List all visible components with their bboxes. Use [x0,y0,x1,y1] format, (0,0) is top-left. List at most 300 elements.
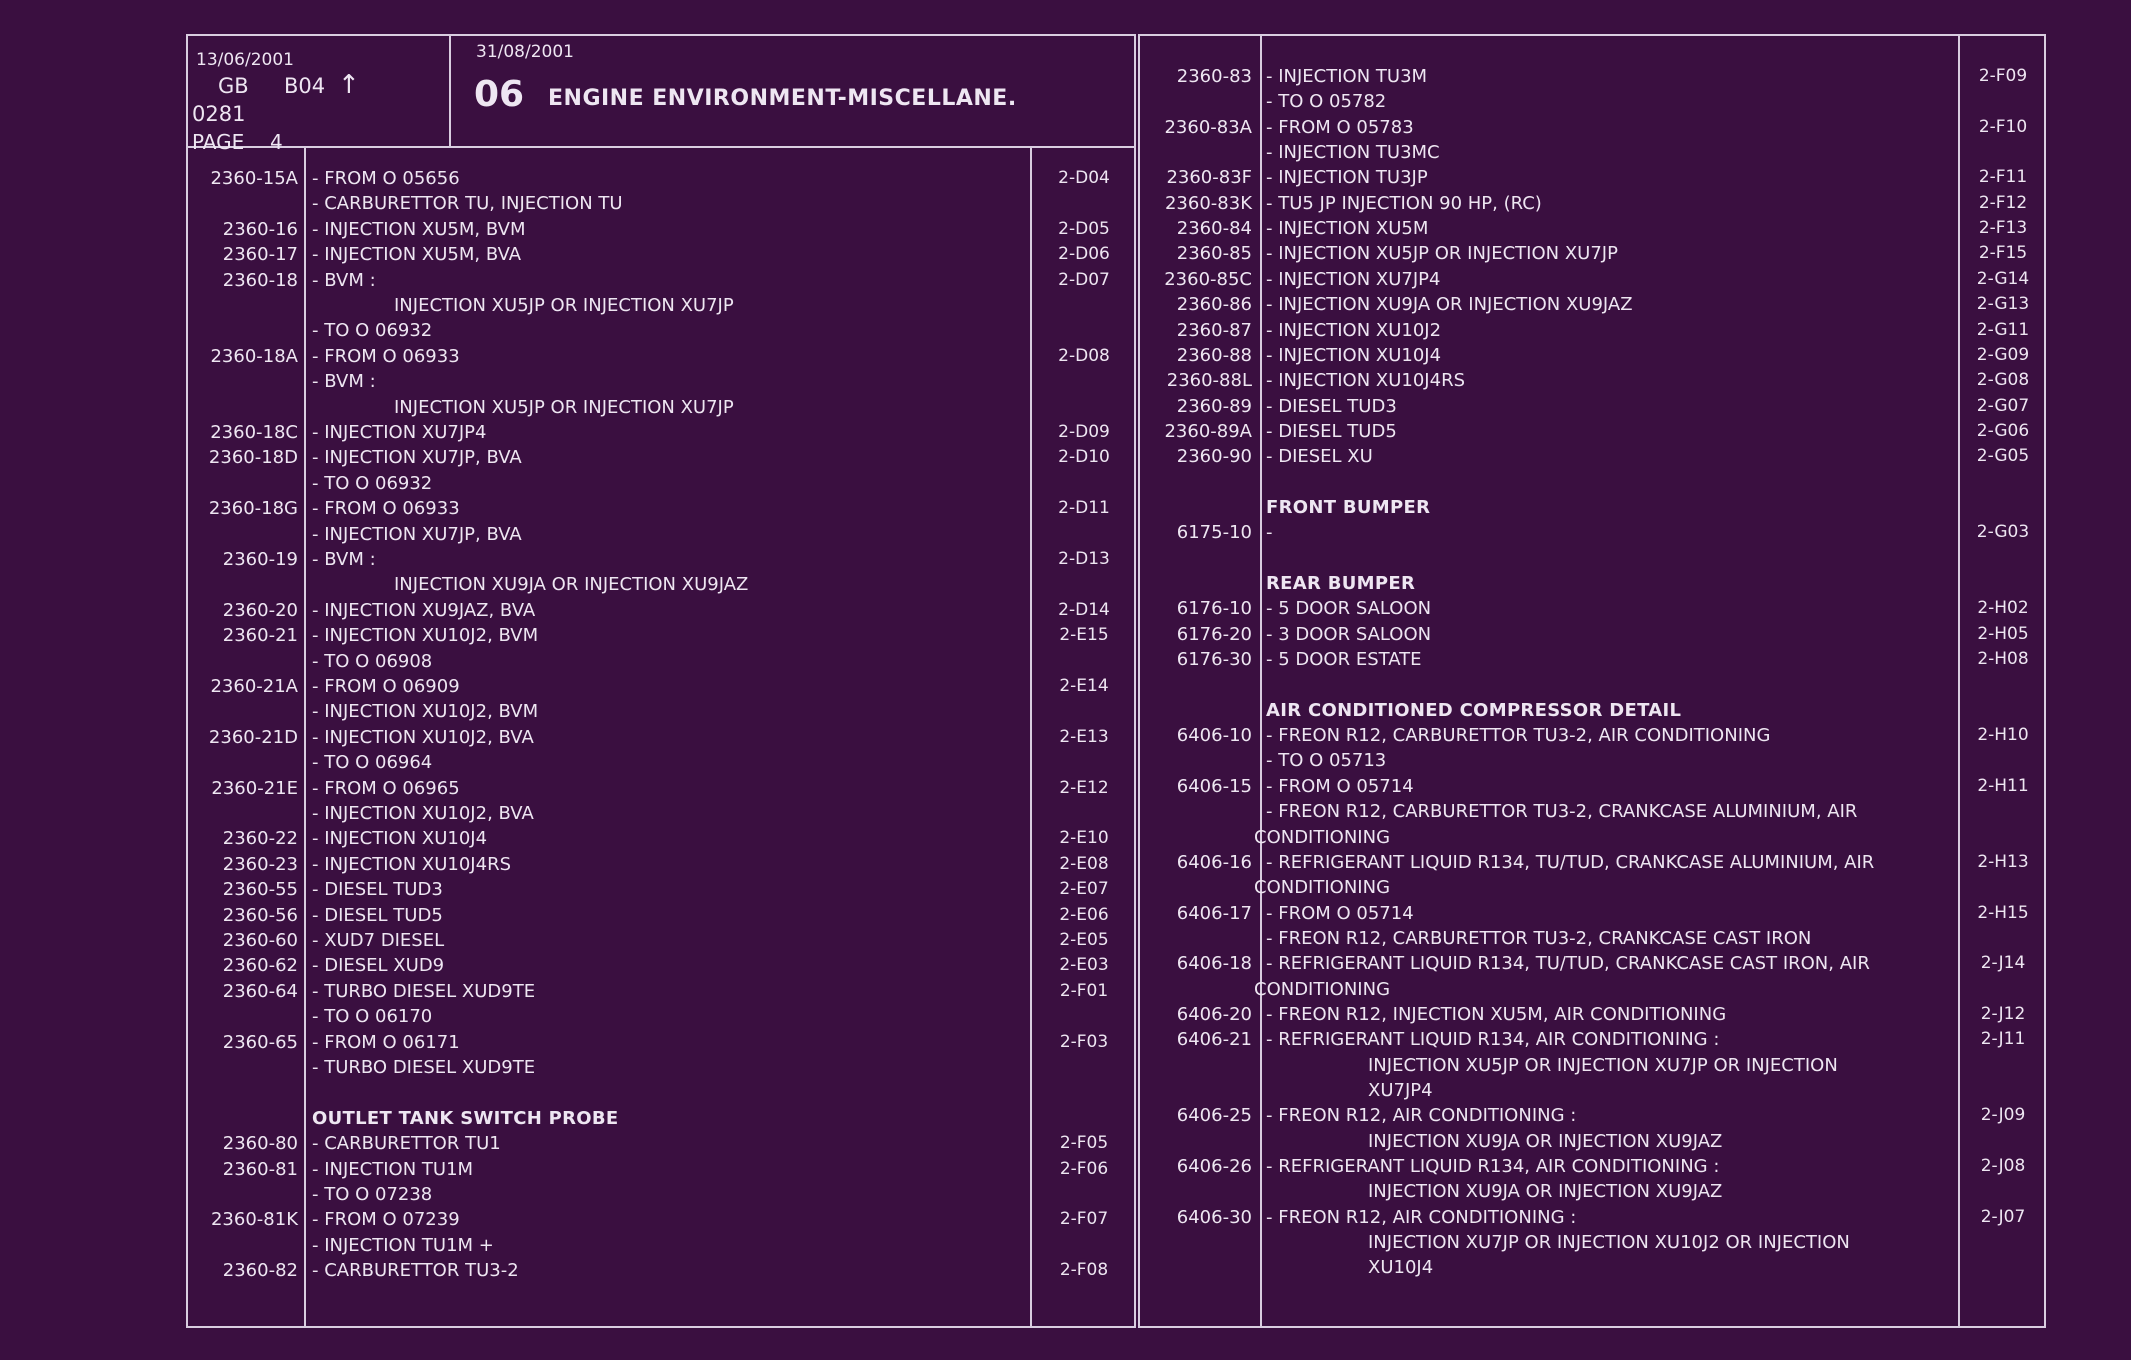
parts-row [188,318,1134,343]
part-code: 6406-10 [1176,725,1252,747]
part-description: - 5 DOOR ESTATE [1266,649,1422,671]
parts-row [188,471,1134,496]
plate-reference: 2-E15 [1059,625,1109,646]
parts-row [188,1131,1134,1156]
part-code: 2360-18C [210,422,298,443]
part-description: - FROM O 05714 [1266,902,1414,924]
part-code: 6406-20 [1176,1003,1252,1025]
part-code: 2360-80 [222,1133,298,1155]
parts-row [188,166,1134,191]
plate-reference: 2-D10 [1058,447,1110,468]
plate-reference: 2-F05 [1059,1133,1109,1154]
part-description: - [1266,522,1273,544]
parts-row [1140,1078,2044,1103]
page-label: PAGE [192,130,245,154]
part-code: 6406-25 [1176,1105,1252,1127]
plate-reference: 2-F06 [1059,1158,1109,1179]
plate-reference: 2-D13 [1058,549,1110,569]
section-heading-row [1140,698,2044,723]
plate-reference: 2-F09 [1978,66,2028,86]
part-code: 2360-89A [1164,420,1252,442]
plate-reference: 2-H10 [1977,725,2029,746]
part-code: 2360-88 [1176,344,1252,366]
part-description: - 5 DOOR SALOON [1266,598,1432,620]
part-code: 6176-20 [1176,623,1252,645]
part-description: - FROM O 07239 [312,1209,460,1231]
part-description: - INJECTION TU1M [312,1158,474,1180]
catalog-page [186,34,2046,1328]
parts-row [188,522,1134,547]
part-code: 2360-22 [222,828,298,850]
part-description: - INJECTION XU7JP, BVA [312,523,522,545]
part-description: - FREON R12, AIR CONDITIONING : [1266,1105,1577,1127]
header-divider [188,146,1134,148]
model-code: B04 [284,74,326,98]
section-heading-row [188,1106,1134,1131]
parts-row [1140,901,2044,926]
part-code: 2360-60 [222,930,298,951]
part-description: - INJECTION XU10J4RS [1266,370,1466,392]
part-code: 2360-90 [1176,446,1252,468]
part-description: - FROM O 05656 [312,168,460,189]
parts-row [188,1080,1134,1105]
part-description: INJECTION XU7JP OR INJECTION XU10J2 OR INJECTION [1368,1232,1850,1254]
part-code: 6175-10 [1176,522,1252,544]
part-code: 2360-87 [1176,319,1252,341]
part-description: - INJECTION XU10J2, BVA [312,803,534,824]
plate-reference: 2-J09 [1980,1105,2026,1126]
part-description: - INJECTION XU10J2, BVM [312,625,539,647]
part-description: - FREON R12, CARBURETTOR TU3-2, CRANKCASE CAST IRON [1266,927,1812,949]
plate-reference: 2-E03 [1059,955,1109,976]
part-code: 2360-82 [222,1260,298,1282]
part-code: 2360-20 [222,599,298,621]
part-description: - TO O 05713 [1266,750,1387,772]
parts-row [188,801,1134,826]
parts-row [1140,1255,2044,1280]
part-description: - DIESEL TUD5 [1266,420,1397,442]
parts-row [188,1182,1134,1207]
parts-row [1140,1129,2044,1154]
part-code: 6406-21 [1176,1029,1252,1051]
page-number: 4 [270,130,283,154]
parts-row [1140,1103,2044,1128]
part-description: - INJECTION TU1M + [312,1234,494,1256]
part-description: - REFRIGERANT LIQUID R134, AIR CONDITIONING : [1266,1029,1720,1051]
plate-reference: 2-E12 [1059,777,1109,798]
parts-row [188,420,1134,445]
catalog-number: 0281 [192,102,246,126]
part-description: - INJECTION XU10J2 [1266,319,1442,341]
parts-row [1140,748,2044,773]
plate-reference: 2-F15 [1978,243,2028,264]
plate-reference: 2-J07 [1980,1206,2026,1227]
parts-row [188,496,1134,521]
part-description: - INJECTION XU10J4 [1266,344,1442,366]
part-description: - BVM : [312,371,376,393]
part-description: INJECTION XU5JP OR INJECTION XU7JP [394,396,734,418]
part-code: 2360-86 [1176,294,1252,316]
parts-row [188,1258,1134,1283]
parts-row [188,852,1134,877]
parts-row [1140,774,2044,799]
part-description: - DIESEL TUD5 [312,904,443,926]
parts-row [1140,267,2044,292]
part-code: 2360-23 [222,853,298,875]
part-description: - FROM O 06965 [312,777,460,799]
plate-reference: 2-J08 [1980,1156,2026,1177]
parts-row [1140,1154,2044,1179]
group-heading: FRONT BUMPER [1266,496,1431,518]
part-description: INJECTION XU9JA OR INJECTION XU9JAZ [1368,1181,1723,1203]
part-code: 2360-85 [1176,243,1252,265]
parts-row [1140,926,2044,951]
part-code: 6406-16 [1176,851,1252,873]
part-description: - FREON R12, CARBURETTOR TU3-2, CRANKCASE ALUMINIUM, AIR [1266,801,1858,823]
part-description: - DIESEL XUD9 [312,955,445,977]
part-code: 2360-21 [222,625,298,647]
part-description: - TURBO DIESEL XUD9TE [312,980,536,1002]
plate-reference: 2-D11 [1058,498,1110,519]
parts-row [188,826,1134,851]
parts-row [1140,723,2044,748]
plate-reference: 2-F10 [1978,116,2028,137]
parts-row [188,1157,1134,1182]
parts-row [188,1207,1134,1232]
parts-row [1140,520,2044,545]
part-description: - TO O 06964 [312,752,433,774]
plate-reference: 2-G05 [1976,446,2030,467]
parts-row [188,598,1134,623]
plate-reference: 2-G09 [1976,344,2030,365]
parts-row [1140,951,2044,976]
part-code: 6406-17 [1176,902,1252,924]
parts-row [1140,622,2044,647]
parts-row [1140,596,2044,621]
section-heading-row [1140,495,2044,520]
parts-row [1140,394,2044,419]
parts-row [1140,977,2044,1002]
parts-row [1140,368,2044,393]
part-description: - REFRIGERANT LIQUID R134, TU/TUD, CRANKCASE ALUMINIUM, AIR [1266,851,1875,873]
part-code: 2360-18 [222,269,298,291]
part-code: 2360-55 [222,879,298,901]
section-title: ENGINE ENVIRONMENT-MISCELLANE. [548,86,1017,111]
part-code: 6406-30 [1176,1206,1252,1228]
part-code: 2360-62 [222,955,298,977]
plate-reference: 2-F03 [1059,1031,1109,1052]
parts-row [1140,343,2044,368]
parts-row [188,674,1134,699]
parts-row [1140,444,2044,469]
plate-reference: 2-F13 [1978,218,2028,239]
parts-row [188,293,1134,318]
plate-reference: 2-F12 [1978,192,2028,213]
part-description: - INJECTION XU5M, BVA [312,244,522,266]
part-description: - REFRIGERANT LIQUID R134, TU/TUD, CRANKCASE CAST IRON, AIR [1266,953,1870,975]
part-description: - FREON R12, AIR CONDITIONING : [1266,1206,1577,1228]
part-description: - INJECTION TU3M [1266,66,1428,87]
part-code: 2360-15A [210,168,298,189]
part-description: - XUD7 DIESEL [312,930,445,951]
section-number: 06 [474,74,525,115]
parts-row [1140,672,2044,697]
part-code: 2360-83F [1166,167,1252,189]
parts-row [188,395,1134,420]
plate-reference: 2-H05 [1977,623,2029,644]
plate-reference: 2-J11 [1980,1029,2026,1050]
plate-reference: 2-G14 [1976,268,2030,289]
plate-reference: 2-H08 [1977,649,2029,670]
plate-reference: 2-H11 [1977,775,2029,796]
part-description: - INJECTION XU10J4 [312,828,488,850]
plate-reference: 2-G11 [1976,319,2030,340]
parts-row [188,572,1134,597]
part-description: - INJECTION XU7JP4 [312,422,487,443]
part-description: - TO O 06908 [312,650,433,672]
part-description: XU10J4 [1368,1257,1434,1279]
parts-row [188,191,1134,216]
parts-row [188,344,1134,369]
part-description: INJECTION XU5JP OR INJECTION XU7JP [394,295,734,316]
header-vertical-divider [449,36,451,148]
part-description: - FROM O 06933 [312,498,460,520]
parts-row [1140,470,2044,495]
plate-reference: 2-D06 [1058,244,1110,265]
parts-row [188,369,1134,394]
part-code: 2360-81K [210,1209,298,1231]
right-panel [1138,34,2046,1328]
parts-row [188,242,1134,267]
part-description: - INJECTION XU5M, BVM [312,218,526,240]
part-description: CONDITIONING [1254,978,1391,1000]
part-description: XU7JP4 [1368,1080,1433,1101]
plate-reference: 2-F08 [1059,1260,1109,1281]
parts-row [188,725,1134,750]
part-code: 2360-17 [222,244,298,266]
part-description: - 3 DOOR SALOON [1266,623,1432,645]
part-description: - CARBURETTOR TU1 [312,1133,501,1155]
part-description: - INJECTION XU7JP4 [1266,268,1441,290]
parts-row [188,217,1134,242]
plate-reference: 2-J14 [1980,953,2026,974]
plate-reference: 2-D09 [1058,422,1110,442]
parts-row [188,877,1134,902]
part-description: - INJECTION XU10J2, BVM [312,701,539,723]
plate-reference: 2-E06 [1059,904,1109,925]
parts-row [188,903,1134,928]
parts-row [188,776,1134,801]
part-description: - CARBURETTOR TU, INJECTION TU [312,193,623,215]
part-code: 2360-83 [1176,66,1252,87]
parts-row [1140,850,2044,875]
plate-reference: 2-G07 [1976,395,2030,416]
part-code: 6406-18 [1176,953,1252,975]
part-description: - FROM O 06933 [312,345,460,367]
part-code: 2360-89 [1176,395,1252,417]
part-code: 2360-18A [210,345,298,367]
parts-row [188,547,1134,572]
part-description: - BVM : [312,549,376,570]
part-description: - INJECTION XU10J2, BVA [312,726,534,748]
parts-row [188,979,1134,1004]
part-description: - INJECTION TU3JP [1266,167,1428,189]
parts-row [188,445,1134,470]
part-description: - FREON R12, INJECTION XU5M, AIR CONDITIONING [1266,1003,1727,1025]
plate-reference: 2-F11 [1978,167,2028,188]
market-code: GB [218,74,249,98]
date-right: 31/08/2001 [476,42,574,62]
group-heading: AIR CONDITIONED COMPRESSOR DETAIL [1266,699,1682,721]
part-description: - INJECTION XU5JP OR INJECTION XU7JP [1266,243,1618,265]
plate-reference: 2-E14 [1059,676,1109,696]
plate-reference: 2-D08 [1058,345,1110,366]
part-description: - TO O 05782 [1266,91,1387,113]
parts-row [188,1030,1134,1055]
parts-row [1140,318,2044,343]
group-heading: REAR BUMPER [1266,573,1416,594]
parts-row [188,928,1134,953]
part-description: - TU5 JP INJECTION 90 HP, (RC) [1266,192,1542,214]
parts-row [1140,799,2044,824]
parts-row [1140,875,2044,900]
part-description: - INJECTION XU7JP, BVA [312,447,522,469]
part-code: 2360-21E [211,777,298,799]
part-description: - FROM O 06909 [312,676,460,697]
part-description: - FREON R12, CARBURETTOR TU3-2, AIR CONDITIONING [1266,725,1771,747]
part-description: - REFRIGERANT LIQUID R134, AIR CONDITIONING : [1266,1156,1720,1178]
parts-row [1140,64,2044,89]
part-code: 2360-21A [210,676,298,697]
part-code: 2360-16 [222,218,298,240]
part-description: - DIESEL XU [1266,446,1373,468]
parts-row [1140,647,2044,672]
part-description: - INJECTION XU9JA OR INJECTION XU9JAZ [1266,294,1633,316]
part-description: - TO O 07238 [312,1184,433,1205]
part-description: INJECTION XU9JA OR INJECTION XU9JAZ [1368,1130,1723,1152]
parts-row [1140,165,2044,190]
parts-row [188,623,1134,648]
parts-row [188,1004,1134,1029]
part-code: 2360-85C [1164,268,1252,290]
parts-row [188,750,1134,775]
part-description: CONDITIONING [1254,877,1391,899]
section-heading-row [1140,571,2044,596]
parts-row [1140,1205,2044,1230]
part-code: 2360-65 [222,1031,298,1053]
part-description: - TO O 06932 [312,320,433,342]
part-description: - TURBO DIESEL XUD9TE [312,1057,536,1078]
plate-reference: 2-D07 [1058,269,1110,290]
plate-reference: 2-H02 [1977,598,2029,619]
parts-row [1140,115,2044,140]
part-code: 2360-64 [222,980,298,1002]
part-description: - BVM : [312,269,376,291]
plate-reference: 2-H13 [1977,851,2029,872]
part-description: - TO O 06932 [312,472,433,494]
parts-row [1140,1230,2044,1255]
parts-row [1140,191,2044,216]
parts-row [188,1233,1134,1258]
part-description: - CARBURETTOR TU3-2 [312,1260,519,1282]
part-code: 6176-10 [1176,598,1252,620]
plate-reference: 2-J12 [1980,1003,2026,1024]
parts-row [1140,825,2044,850]
parts-row [1140,1002,2044,1027]
plate-reference: 2-G03 [1976,522,2030,543]
part-code: 2360-56 [222,904,298,926]
parts-row [188,649,1134,674]
part-description: INJECTION XU9JA OR INJECTION XU9JAZ [394,574,749,596]
part-code: 2360-18G [208,498,298,520]
plate-reference: 2-D04 [1058,168,1110,188]
plate-reference: 2-D14 [1058,599,1110,620]
part-description: - DIESEL TUD3 [1266,395,1397,417]
plate-reference: 2-E13 [1059,726,1109,747]
part-code: 6406-26 [1176,1156,1252,1178]
left-panel [186,34,1136,1328]
part-code: 6176-30 [1176,649,1252,671]
plate-reference: 2-H15 [1977,902,2029,923]
part-description: - FROM O 05783 [1266,116,1414,138]
plate-reference: 2-E05 [1059,930,1109,950]
parts-row [1140,89,2044,114]
group-heading: OUTLET TANK SWITCH PROBE [312,1107,619,1129]
part-code: 2360-84 [1176,218,1252,240]
part-description: - FROM O 05714 [1266,775,1414,797]
parts-row [188,1055,1134,1080]
parts-row [1140,140,2044,165]
plate-reference: 2-E07 [1059,879,1109,900]
parts-row [1140,546,2044,571]
part-description: - TO O 06170 [312,1006,433,1028]
part-description: INJECTION XU5JP OR INJECTION XU7JP OR INJECTION [1368,1054,1838,1076]
parts-row [1140,1027,2044,1052]
part-description: - DIESEL TUD3 [312,879,443,901]
parts-row [1140,292,2044,317]
plate-reference: 2-E08 [1059,853,1109,874]
part-code: 2360-19 [222,549,298,570]
plate-reference: 2-G06 [1976,420,2030,441]
parts-row [1140,216,2044,241]
parts-row [1140,1179,2044,1204]
plate-reference: 2-E10 [1059,828,1109,849]
part-description: - INJECTION TU3MC [1266,142,1440,164]
parts-row [1140,241,2044,266]
part-description: - INJECTION XU5M [1266,218,1429,240]
part-code: 2360-21D [208,726,298,748]
parts-row [1140,1053,2044,1078]
part-code: 2360-81 [222,1158,298,1180]
part-code: 6406-15 [1176,775,1252,797]
part-description: - INJECTION XU10J4RS [312,853,512,875]
part-code: 2360-18D [208,447,298,469]
plate-reference: 2-F07 [1059,1209,1109,1230]
part-code: 2360-83K [1164,192,1252,214]
part-code: 2360-83A [1164,116,1252,138]
date-left: 13/06/2001 [196,50,294,70]
parts-row [1140,419,2044,444]
parts-row [188,699,1134,724]
parts-row [188,953,1134,978]
parts-row [188,268,1134,293]
up-arrow-icon: ↑ [338,70,360,100]
plate-reference: 2-G13 [1976,294,2030,315]
plate-reference: 2-G08 [1976,370,2030,391]
part-description: CONDITIONING [1254,826,1391,848]
part-description: - INJECTION XU9JAZ, BVA [312,599,536,621]
part-description: - FROM O 06171 [312,1031,460,1053]
